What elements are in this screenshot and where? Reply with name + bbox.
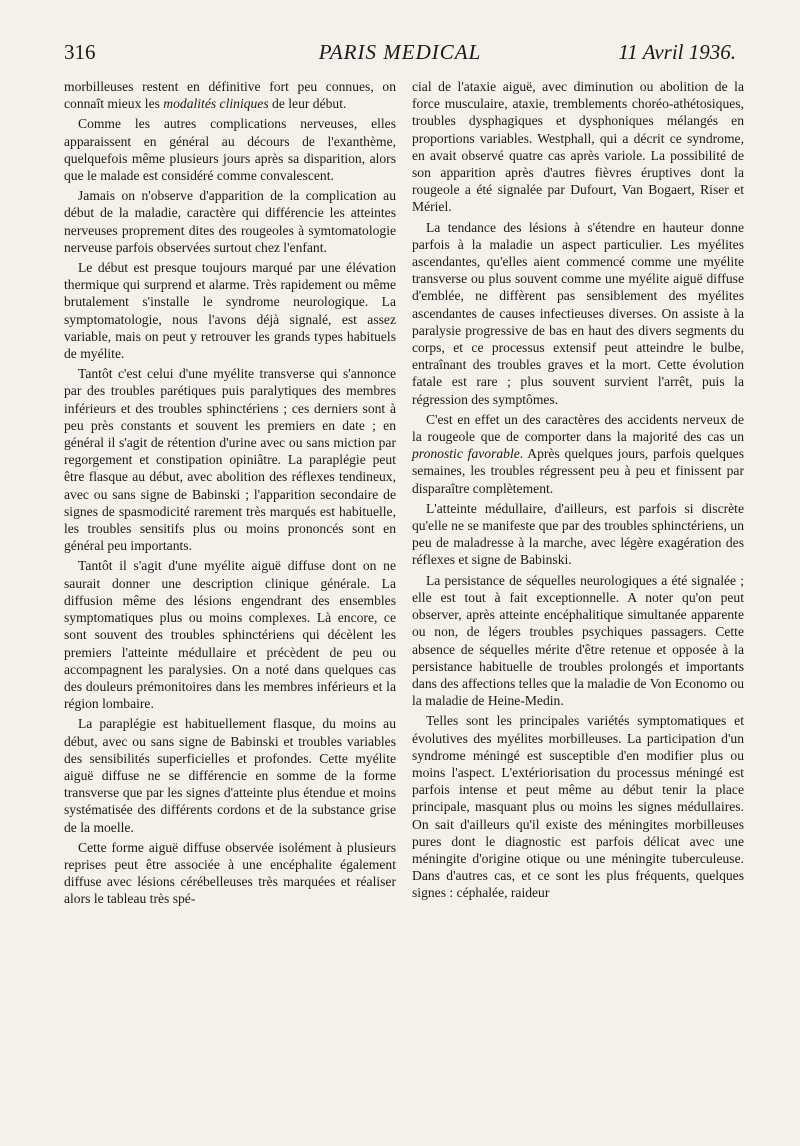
- text-run: C'est en effet un des caractères des accidents nerveux de la rougeole que de comporter dans la majorité des cas un: [412, 411, 744, 445]
- text-run: La tendance des lésions à s'étendre en hauteur donne parfois à la maladie un aspect particulier. Les myélites ascendantes, qu'elles aient commencé comme une myélite transverse ou plus souvent comme une myélite aiguë diffuse d'emblée, ne diffèrent pas sensiblement des myélites ascendantes de causes infectieuses diverses. On assiste à la paralysie progressive de bas en haut des divers segments du corps, et ce processus extensif peut atteindre le bulbe, entraînant des troubles graves et la mort. Cette évolution fatale est rare ; plus souvent survient l'arrêt, puis la régression des symptômes.: [412, 219, 744, 407]
- paragraph: [64, 187, 396, 256]
- paragraph: [412, 572, 744, 710]
- paragraph: [64, 557, 396, 712]
- text-run: Comme les autres complications nerveuses, elles apparaissent en général au décours de l'exanthème, quelquefois même plusieurs jours après sa disparition, alors que le malade est considéré comme convalescent.: [64, 116, 396, 184]
- journal-title: PARIS MEDICAL: [318, 40, 482, 64]
- paragraph: [64, 78, 396, 112]
- text-run: morbilleuses restent en définitive fort peu connues, on connaît mieux les: [64, 79, 396, 112]
- paragraph: [412, 78, 744, 216]
- paragraph: [412, 219, 744, 408]
- text-run: Tantôt il s'agit d'une myélite aiguë diffuse dont on ne saurait donner une description clinique générale. La diffusion même des lésions engendrant des ensembles symptomatiques plus ou moins complexes. Là encore, ce sont souvent des troubles sphinctériens qui décèlent les premiers l'atteinte médullaire et précèdent de peu ou accompagnent les paralysies. On a noté dans quelques cas des douleurs prémonitoires dans les membres inférieurs et la région lombaire.: [64, 558, 396, 712]
- text-run: L'atteinte médullaire, d'ailleurs, est parfois si discrète qu'elle ne se manifeste que par des troubles sphinctériens, un peu de maladresse à la marche, avec légère exagération des réflexes et signe de Babinski.: [412, 500, 744, 568]
- italic-phrase: modalités cliniques: [163, 96, 269, 112]
- text-run: Telles sont les principales variétés symptomatiques et évolutives des myélites morbilleuses. La participation d'un syndrome méningé est susceptible d'en modifier plus ou moins l'aspect. L'extériorisation du processus méningé est parfois intense et peut même au début tenir la place principale, masquant plus ou moins les signes médullaires. On sait d'ailleurs qu'il existe des méningites morbilleuses pures dont le diagnostic est parfois délicat avec une méningite d'origine otique ou une méningite tuberculeuse. Dans d'autres cas, et ce sont les plus fréquents, quelques signes : céphalée, raideur: [412, 713, 744, 901]
- issue-date: 11 Avril 1936.: [618, 40, 736, 64]
- left-column: [64, 78, 396, 911]
- text-run: Cette forme aiguë diffuse observée isolément à plusieurs reprises peut être associée à une encéphalite également diffuse avec lésions cérébelleuses très marquées et réaliser alors le tableau très spé-: [64, 839, 396, 907]
- right-column: [412, 78, 744, 905]
- paragraph: [412, 411, 744, 497]
- text-run: Tantôt c'est celui d'une myélite transverse qui s'annonce par des troubles parétiques puis paralytiques des membres inférieurs et des troubles sphinctériens ; ces derniers sont à peu près constants et souvent les premiers en date ; en général il s'agit de rétention d'urine avec ou sans miction par regorgement et constipation opiniâtre. La paraplégie peut être flasque au début, avec abolition des réflexes tendineux, avec ou sans signe de Babinski ; l'apparition secondaire de signes de spasmodicité rarement très marqués est habituelle, les troubles sensitifs plus ou moins prononcés sont en général peu importants.: [64, 366, 396, 554]
- paragraph: [64, 839, 396, 908]
- paragraph: [64, 715, 396, 835]
- paragraph: [64, 365, 396, 554]
- italic-phrase: pronostic favorable: [412, 446, 520, 462]
- text-run: . Après quelques jours, parfois quelques semaines, les troubles régressent peu à peu et finissent par disparaître complètement.: [412, 446, 744, 496]
- text-run: La persistance de séquelles neurologiques a été signalée ; elle est tout à fait exceptionnelle. A noter qu'on peut observer, après atteinte encéphalitique simultanée apparente ou non, de légers troubles psychiques passagers. Cette absence de séquelles mérite d'être retenue et opposée à la persistance habituelle de troubles prolongés et importants dans des affections telles que la maladie de Von Economo ou la maladie de Heine-Medin.: [412, 572, 744, 709]
- paragraph: [64, 259, 396, 362]
- running-header: [64, 40, 736, 70]
- text-run: La paraplégie est habituellement flasque, du moins au début, avec ou sans signe de Babinski et troubles variables des sensibilités superficielles et profondes. Cette myélite aiguë diffuse ne se différencie en somme de la forme transverse que par les signes d'atteinte plus étendue et moins systématisée des différents cordons et de la substance grise de la moelle.: [64, 716, 396, 835]
- text-run: de leur début.: [268, 96, 347, 112]
- paragraph: [412, 712, 744, 901]
- page-number: 316: [64, 40, 96, 64]
- text-run: cial de l'ataxie aiguë, avec diminution ou abolition de la force musculaire, ataxie, tremblements choréo-athétosiques, troubles dysphagiques et dysphoniques mélangés en proportions variables. Westphall, qui a décrit ce syndrome, en avait observé quatre cas après variole. La possibilité de son apparition après d'autres fièvres éruptives dont la rougeole a été signalée par Dufourt, Van Bogaert, Riser et Mériel.: [412, 79, 744, 215]
- text-run: Jamais on n'observe d'apparition de la complication au début de la maladie, caractère qui différencie les atteintes nerveuses proprement dites des rougeoles à symtomatologie nerveuse parfois observées surtout chez l'enfant.: [64, 188, 396, 255]
- text-run: Le début est presque toujours marqué par une élévation thermique qui surprend et alarme. Très rapidement ou même brutalement s'installe le syndrome neurologique. La symptomatologie, nous l'avons déjà signalé, est assez variable, mais on peut y retrouver les grands types habituels de myélite.: [64, 260, 396, 362]
- paragraph: [412, 500, 744, 569]
- paragraph: [64, 115, 396, 184]
